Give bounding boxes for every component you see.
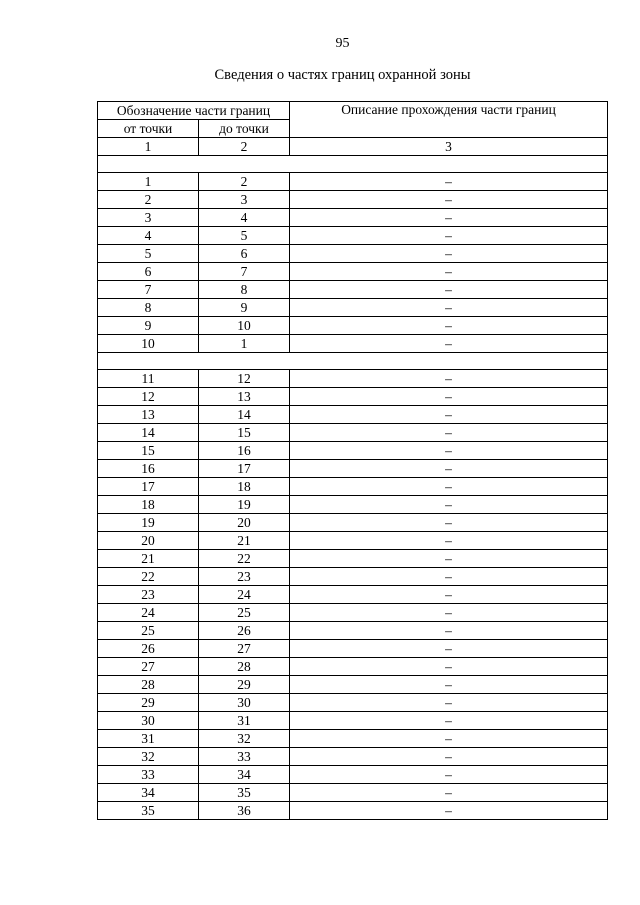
description-cell: – (290, 478, 608, 496)
from-point-cell: 4 (98, 227, 199, 245)
header-from-point: от точки (98, 120, 199, 138)
to-point-cell: 31 (199, 712, 290, 730)
to-point-cell: 7 (199, 263, 290, 281)
from-point-cell: 29 (98, 694, 199, 712)
to-point-cell: 5 (199, 227, 290, 245)
to-point-cell: 20 (199, 514, 290, 532)
from-point-cell: 18 (98, 496, 199, 514)
table-row (98, 604, 608, 622)
from-point-cell: 35 (98, 802, 199, 820)
table-row (98, 388, 608, 406)
from-point-cell: 20 (98, 532, 199, 550)
from-point-cell: 24 (98, 604, 199, 622)
description-cell: – (290, 460, 608, 478)
to-point-cell: 8 (199, 281, 290, 299)
description-cell: – (290, 370, 608, 388)
table-row (98, 299, 608, 317)
description-cell: – (290, 299, 608, 317)
table-row (98, 442, 608, 460)
table-row (98, 191, 608, 209)
from-point-cell: 25 (98, 622, 199, 640)
from-point-cell: 13 (98, 406, 199, 424)
table-row (98, 586, 608, 604)
to-point-cell: 13 (199, 388, 290, 406)
table-row (98, 209, 608, 227)
description-cell: – (290, 209, 608, 227)
description-cell: – (290, 604, 608, 622)
table-row (98, 496, 608, 514)
table-row (98, 712, 608, 730)
description-cell: – (290, 802, 608, 820)
column-number: 3 (290, 138, 608, 156)
to-point-cell: 4 (199, 209, 290, 227)
table-row (98, 550, 608, 568)
to-point-cell: 30 (199, 694, 290, 712)
from-point-cell: 1 (98, 173, 199, 191)
from-point-cell: 9 (98, 317, 199, 335)
table-row (98, 424, 608, 442)
table-row (98, 173, 608, 191)
to-point-cell: 28 (199, 658, 290, 676)
table-row (98, 460, 608, 478)
from-point-cell: 27 (98, 658, 199, 676)
description-cell: – (290, 173, 608, 191)
description-cell: – (290, 191, 608, 209)
description-cell: – (290, 658, 608, 676)
to-point-cell: 3 (199, 191, 290, 209)
to-point-cell: 19 (199, 496, 290, 514)
description-cell: – (290, 514, 608, 532)
to-point-cell: 35 (199, 784, 290, 802)
description-cell: – (290, 622, 608, 640)
table-row (98, 784, 608, 802)
table-row (98, 766, 608, 784)
from-point-cell: 2 (98, 191, 199, 209)
description-cell: – (290, 388, 608, 406)
column-number: 2 (199, 138, 290, 156)
description-cell: – (290, 550, 608, 568)
to-point-cell: 10 (199, 317, 290, 335)
description-cell: – (290, 263, 608, 281)
description-cell: – (290, 532, 608, 550)
from-point-cell: 34 (98, 784, 199, 802)
from-point-cell: 8 (98, 299, 199, 317)
table-row (98, 514, 608, 532)
to-point-cell: 36 (199, 802, 290, 820)
table-row (98, 622, 608, 640)
from-point-cell: 10 (98, 335, 199, 353)
table-row (98, 370, 608, 388)
to-point-cell: 27 (199, 640, 290, 658)
table-row (98, 730, 608, 748)
to-point-cell: 1 (199, 335, 290, 353)
to-point-cell: 23 (199, 568, 290, 586)
to-point-cell: 16 (199, 442, 290, 460)
description-cell: – (290, 748, 608, 766)
to-point-cell: 12 (199, 370, 290, 388)
table-row (98, 802, 608, 820)
to-point-cell: 25 (199, 604, 290, 622)
to-point-cell: 21 (199, 532, 290, 550)
column-number: 1 (98, 138, 199, 156)
table-row (98, 676, 608, 694)
to-point-cell: 2 (199, 173, 290, 191)
from-point-cell: 11 (98, 370, 199, 388)
from-point-cell: 21 (98, 550, 199, 568)
description-cell: – (290, 245, 608, 263)
description-cell: – (290, 317, 608, 335)
boundary-parts-table (97, 101, 608, 820)
from-point-cell: 30 (98, 712, 199, 730)
description-cell: – (290, 712, 608, 730)
from-point-cell: 7 (98, 281, 199, 299)
table-row (98, 335, 608, 353)
description-cell: – (290, 784, 608, 802)
page-number: 95 (335, 36, 350, 51)
from-point-cell: 26 (98, 640, 199, 658)
to-point-cell: 34 (199, 766, 290, 784)
description-cell: – (290, 406, 608, 424)
table-row (98, 317, 608, 335)
description-cell: – (290, 730, 608, 748)
to-point-cell: 33 (199, 748, 290, 766)
to-point-cell: 17 (199, 460, 290, 478)
to-point-cell: 14 (199, 406, 290, 424)
description-cell: – (290, 227, 608, 245)
description-cell: – (290, 694, 608, 712)
table-row (98, 694, 608, 712)
section-separator-row (98, 156, 608, 173)
description-cell: – (290, 586, 608, 604)
to-point-cell: 18 (199, 478, 290, 496)
to-point-cell: 29 (199, 676, 290, 694)
from-point-cell: 31 (98, 730, 199, 748)
to-point-cell: 15 (199, 424, 290, 442)
description-cell: – (290, 568, 608, 586)
from-point-cell: 16 (98, 460, 199, 478)
description-cell: – (290, 281, 608, 299)
section-separator-cell (98, 156, 608, 173)
description-cell: – (290, 442, 608, 460)
to-point-cell: 26 (199, 622, 290, 640)
to-point-cell: 24 (199, 586, 290, 604)
description-cell: – (290, 424, 608, 442)
section-separator-row (98, 353, 608, 370)
from-point-cell: 22 (98, 568, 199, 586)
table-row (98, 281, 608, 299)
table-row (98, 532, 608, 550)
table-row (98, 227, 608, 245)
from-point-cell: 3 (98, 209, 199, 227)
description-cell: – (290, 676, 608, 694)
table-row (98, 263, 608, 281)
table-row (98, 478, 608, 496)
header-boundary-designation: Обозначение части границ (98, 102, 290, 120)
from-point-cell: 23 (98, 586, 199, 604)
table-row (98, 640, 608, 658)
to-point-cell: 6 (199, 245, 290, 263)
table-row (98, 658, 608, 676)
from-point-cell: 15 (98, 442, 199, 460)
description-cell: – (290, 335, 608, 353)
table-body (98, 156, 608, 820)
section-separator-cell (98, 353, 608, 370)
from-point-cell: 12 (98, 388, 199, 406)
from-point-cell: 33 (98, 766, 199, 784)
table-row (98, 245, 608, 263)
document-title: Сведения о частях границ охранной зоны (214, 67, 471, 83)
table-row (98, 406, 608, 424)
to-point-cell: 22 (199, 550, 290, 568)
from-point-cell: 6 (98, 263, 199, 281)
table-row (98, 568, 608, 586)
header-to-point: до точки (199, 120, 290, 138)
description-cell: – (290, 766, 608, 784)
from-point-cell: 17 (98, 478, 199, 496)
from-point-cell: 5 (98, 245, 199, 263)
to-point-cell: 9 (199, 299, 290, 317)
header-boundary-description: Описание прохождения части границ (290, 102, 608, 138)
column-number-row (98, 138, 608, 156)
from-point-cell: 14 (98, 424, 199, 442)
from-point-cell: 32 (98, 748, 199, 766)
to-point-cell: 32 (199, 730, 290, 748)
from-point-cell: 19 (98, 514, 199, 532)
table-row (98, 748, 608, 766)
description-cell: – (290, 496, 608, 514)
description-cell: – (290, 640, 608, 658)
from-point-cell: 28 (98, 676, 199, 694)
